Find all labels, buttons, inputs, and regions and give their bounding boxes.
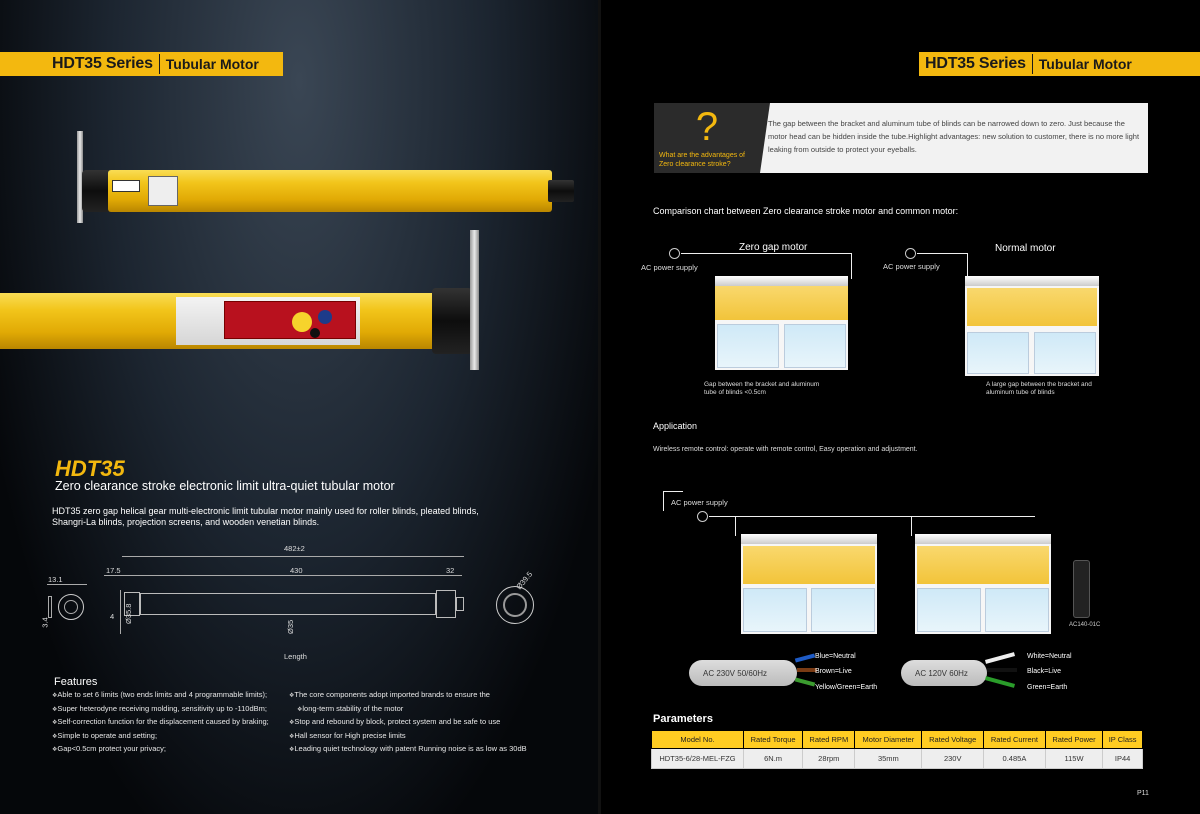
question-answer: The gap between the bracket and aluminum tube of blinds can be narrowed down to zero. Just because the motor head can be hidden inside the tube.Highlight advantages: new solution to customer, there is no more light leaking from outside to protect your eyeballs.: [768, 119, 1140, 154]
table-header-cell: Rated Voltage: [922, 731, 984, 749]
cable-120v-wire3: Green=Earth: [1027, 684, 1068, 691]
feature-item: ❖ Super heterodyne receiving molding, sensitivity up to -110dBm;: [52, 703, 282, 717]
normal-note: A large gap between the bracket and aluminum tube of blinds: [986, 381, 1092, 396]
dim-head: 17.5: [106, 566, 121, 575]
feature-item: ❖ The core components adopt imported brands to ensure the: [289, 689, 539, 703]
zero-note: Gap between the bracket and aluminum tube of blinds <0.5cm: [704, 381, 820, 396]
feature-item: ❖ Stop and rebound by block, protect system and be safe to use: [289, 716, 539, 730]
cable-230v-label: AC 230V 50/60Hz: [703, 668, 768, 678]
application-text: Wireless remote control: operate with remote control, Easy operation and adjustment.: [653, 446, 918, 453]
feature-item: ❖ Gap<0.5cm protect your privacy;: [52, 743, 282, 757]
table-header-cell: Rated Torque: [744, 731, 803, 749]
dim-d4: 4: [110, 612, 115, 621]
ac-icon: [905, 248, 916, 259]
ac-label: AC power supply: [883, 262, 940, 271]
table-cell: 28rpm: [803, 749, 855, 769]
table-cell: 115W: [1045, 749, 1102, 769]
remote-label: AC140-01C: [1069, 622, 1101, 628]
feature-item: ❖ Leading quiet technology with patent Running noise is as low as 30dB: [289, 743, 539, 757]
question-mark-icon: ?: [695, 105, 719, 149]
dim-d35: Ø35: [286, 619, 295, 634]
application-title: Application: [653, 421, 698, 431]
table-cell: 0.485A: [984, 749, 1046, 769]
table-cell: 230V: [922, 749, 984, 769]
table-header-cell: Model No.: [652, 731, 744, 749]
cable-230v-wire3: Yellow/Green=Earth: [815, 684, 878, 691]
ac-label: AC power supply: [641, 263, 698, 272]
table-row: [652, 749, 1143, 769]
model-title: HDT35: [55, 456, 125, 481]
right-header-bar: [919, 52, 1200, 76]
cable-120v-wire2: Black=Live: [1027, 668, 1062, 675]
table-header-cell: IP Class: [1103, 731, 1143, 749]
parameters-title: Parameters: [653, 713, 713, 725]
left-page: [0, 0, 598, 814]
table-cell: IP44: [1103, 749, 1143, 769]
feature-item-cont: ❖ long-term stability of the motor: [289, 703, 539, 717]
ac-icon: [669, 248, 680, 259]
ac-icon: [697, 511, 708, 522]
comparison-title: Comparison chart between Zero clearance stroke motor and common motor:: [653, 206, 959, 216]
left-header-bar: [0, 52, 283, 76]
features-title: Features: [54, 676, 98, 688]
feature-item: ❖ Hall sensor for High precise limits: [289, 730, 539, 744]
dim-d358: Ø35.8: [124, 603, 133, 624]
table-header-cell: Rated RPM: [803, 731, 855, 749]
dim-d395: Ø39.5: [514, 569, 535, 592]
normal-title: Normal motor: [995, 243, 1056, 254]
dim-body: 430: [290, 566, 303, 575]
dim-tail: 32: [446, 566, 455, 575]
table-cell: 6N.m: [744, 749, 803, 769]
header-series: HDT35 Series: [52, 55, 153, 72]
question-caption: What are the advantages of Zero clearance stroke?: [659, 152, 745, 168]
table-header-cell: Rated Power: [1045, 731, 1102, 749]
dim-flange-w: 13.1: [48, 575, 63, 584]
cable-230v-wire2: Brown=Live: [815, 668, 852, 675]
page-number: P11: [1137, 790, 1149, 797]
table-cell: HDT35-6/28-MEL-FZG: [652, 749, 744, 769]
ac-label: AC power supply: [671, 498, 728, 507]
question-box: [654, 103, 1148, 173]
zero-title: Zero gap motor: [739, 242, 808, 253]
right-page: [601, 0, 1200, 814]
feature-item: ❖ Self-correction function for the displacement caused by braking;: [52, 716, 282, 730]
length-label: Length: [284, 652, 307, 661]
model-description: HDT35 zero gap helical gear multi-electronic limit tubular motor mainly used for roller blinds, pleated blinds, Shangri-La blinds, projection screens, and wooden venetian blinds.: [52, 506, 479, 527]
dim-flange-h: 3.4: [40, 617, 50, 628]
cable-120v-wire1: White=Neutral: [1027, 653, 1072, 660]
header-divider: [1032, 54, 1033, 74]
parameters-table: [651, 730, 1143, 769]
header-type: Tubular Motor: [1038, 56, 1132, 72]
table-header-cell: Rated Current: [984, 731, 1046, 749]
header-series: HDT35 Series: [925, 55, 1026, 72]
cable-230v-wire1: Blue=Neutral: [815, 653, 856, 660]
features-list-left: [52, 689, 282, 757]
cable-120v-label: AC 120V 60Hz: [915, 668, 968, 678]
table-header-cell: Motor Diameter: [855, 731, 922, 749]
table-header-row: [652, 731, 1143, 749]
feature-item: ❖ Simple to operate and setting;: [52, 730, 282, 744]
header-divider: [159, 54, 160, 74]
dim-total: 482±2: [284, 544, 305, 553]
feature-item: ❖ Able to set 6 limits (two ends limits and 4 programmable limits);: [52, 689, 282, 703]
table-cell: 35mm: [855, 749, 922, 769]
model-subtitle: Zero clearance stroke electronic limit ultra-quiet tubular motor: [55, 479, 395, 493]
remote-control-icon: [1073, 560, 1090, 618]
header-type: Tubular Motor: [165, 56, 259, 72]
features-list-right: [289, 689, 539, 757]
